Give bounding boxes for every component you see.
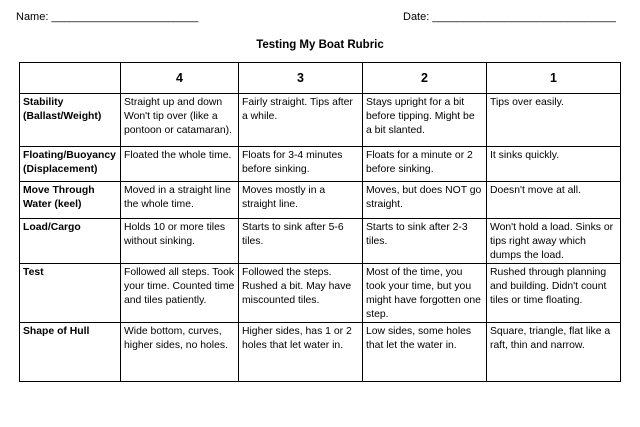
column-header-4: 4	[121, 63, 239, 94]
cell-score-2: Stays upright for a bit before tipping. Might be a bit slanted.	[363, 94, 487, 147]
cell-score-1: Won't hold a load. Sinks or tips right away which dumps the load.	[487, 219, 621, 264]
cell-score-1: Rushed through planning and building. Didn't count tiles or time floating.	[487, 264, 621, 323]
cell-score-1: Square, triangle, flat like a raft, thin and narrow.	[487, 323, 621, 382]
cell-score-2: Starts to sink after 2-3 tiles.	[363, 219, 487, 264]
column-header-3: 3	[239, 63, 363, 94]
table-row	[20, 323, 621, 382]
criterion-test: Test	[20, 264, 121, 323]
table-header-row	[20, 63, 621, 94]
cell-score-3: Higher sides, has 1 or 2 holes that let water in.	[239, 323, 363, 382]
cell-score-2: Low sides, some holes that let the water in.	[363, 323, 487, 382]
table-row	[20, 147, 621, 182]
cell-score-4: Followed all steps. Took your time. Counted time and tiles patiently.	[121, 264, 239, 323]
cell-score-4: Straight up and down Won't tip over (like a pontoon or catamaran).	[121, 94, 239, 147]
cell-score-3: Followed the steps. Rushed a bit. May have miscounted tiles.	[239, 264, 363, 323]
cell-score-2: Most of the time, you took your time, but you might have forgotten one step.	[363, 264, 487, 323]
cell-score-4: Wide bottom, curves, higher sides, no holes.	[121, 323, 239, 382]
cell-score-3: Moves mostly in a straight line.	[239, 182, 363, 219]
table-row	[20, 94, 621, 147]
criterion-floating: Floating/Buoyancy (Displacement)	[20, 147, 121, 182]
cell-score-2: Moves, but does NOT go straight.	[363, 182, 487, 219]
criterion-shape-of-hull: Shape of Hull	[20, 323, 121, 382]
cell-score-4: Floated the whole time.	[121, 147, 239, 182]
table-row	[20, 182, 621, 219]
name-field[interactable]: Name: ________________________	[16, 11, 199, 23]
cell-score-1: Doesn't move at all.	[487, 182, 621, 219]
cell-score-2: Floats for a minute or 2 before sinking.	[363, 147, 487, 182]
criterion-load-cargo: Load/Cargo	[20, 219, 121, 264]
column-header-2: 2	[363, 63, 487, 94]
criterion-move-through-water: Move Through Water (keel)	[20, 182, 121, 219]
rubric-table	[19, 62, 621, 382]
page-title: Testing My Boat Rubric	[256, 39, 384, 51]
cell-score-3: Starts to sink after 5-6 tiles.	[239, 219, 363, 264]
cell-score-1: It sinks quickly.	[487, 147, 621, 182]
column-header-1: 1	[487, 63, 621, 94]
table-row	[20, 264, 621, 323]
cell-score-4: Moved in a straight line the whole time.	[121, 182, 239, 219]
column-header-criteria	[20, 63, 121, 94]
cell-score-4: Holds 10 or more tiles without sinking.	[121, 219, 239, 264]
criterion-stability: Stability (Ballast/Weight)	[20, 94, 121, 147]
cell-score-3: Fairly straight. Tips after a while.	[239, 94, 363, 147]
cell-score-1: Tips over easily.	[487, 94, 621, 147]
cell-score-3: Floats for 3-4 minutes before sinking.	[239, 147, 363, 182]
table-row	[20, 219, 621, 264]
date-field[interactable]: Date: ______________________________	[403, 11, 616, 23]
